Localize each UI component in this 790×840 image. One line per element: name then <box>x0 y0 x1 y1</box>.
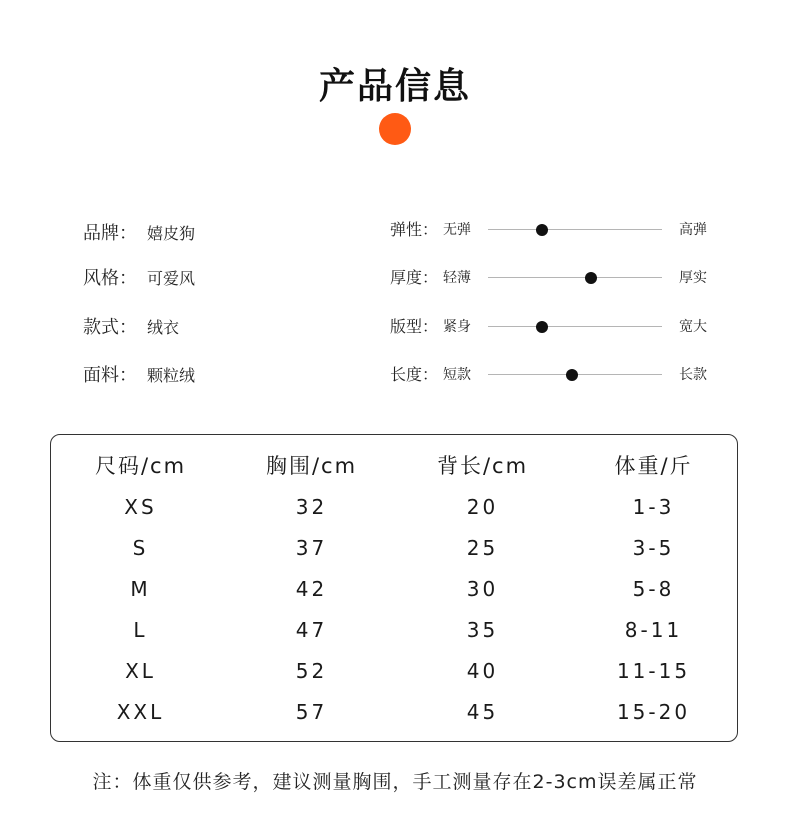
table-row <box>55 650 739 691</box>
accent-dot <box>379 113 411 145</box>
scale-high-label: 高弹 <box>679 222 707 238</box>
cell-size: XXL <box>116 699 165 724</box>
scale-high-label: 厚实 <box>679 270 707 286</box>
scale-low-label: 轻薄 <box>443 270 471 286</box>
cell-size: S <box>132 535 149 560</box>
page-title: 产品信息 <box>318 66 471 107</box>
scale-high-label: 长款 <box>679 367 707 383</box>
cell-size: XS <box>124 494 157 519</box>
table-row <box>55 568 739 609</box>
scale-knob <box>585 272 597 284</box>
cell-back-length: 40 <box>466 658 499 683</box>
cell-back-length: 35 <box>466 617 499 642</box>
scale-fit <box>390 315 720 339</box>
scale-track <box>488 326 662 327</box>
cell-chest: 47 <box>295 617 328 642</box>
attribute-style <box>83 265 195 289</box>
cell-weight: 5-8 <box>632 576 675 601</box>
attribute-type <box>83 314 179 338</box>
attribute-label: 风格： <box>83 268 137 289</box>
cell-size: L <box>133 617 148 642</box>
size-table <box>55 444 739 732</box>
cell-back-length: 20 <box>466 494 499 519</box>
table-row <box>55 527 739 568</box>
header-back-length: 背长/cm <box>436 454 529 478</box>
scale-label: 弹性： <box>390 220 439 239</box>
attribute-brand <box>83 220 195 244</box>
scale-knob <box>536 321 548 333</box>
cell-weight: 3-5 <box>632 535 675 560</box>
scale-knob <box>536 224 548 236</box>
cell-chest: 37 <box>295 535 328 560</box>
cell-weight: 15-20 <box>616 699 691 724</box>
attribute-value: 绒衣 <box>147 317 180 337</box>
scale-label: 厚度： <box>390 268 439 287</box>
scale-label: 长度： <box>390 365 439 384</box>
cell-size: XL <box>125 658 156 683</box>
cell-weight: 11-15 <box>616 658 691 683</box>
scale-thickness <box>390 266 720 290</box>
scale-low-label: 无弹 <box>443 222 471 238</box>
cell-chest: 52 <box>295 658 328 683</box>
attribute-label: 款式： <box>83 317 137 338</box>
table-row <box>55 609 739 650</box>
scale-track <box>488 277 662 278</box>
cell-back-length: 45 <box>466 699 499 724</box>
cell-weight: 8-11 <box>624 617 683 642</box>
cell-size: M <box>130 576 151 601</box>
scale-track <box>488 229 662 230</box>
scale-label: 版型： <box>390 317 439 336</box>
attribute-value: 颗粒绒 <box>147 365 196 385</box>
table-row <box>55 486 739 527</box>
cell-chest: 57 <box>295 699 328 724</box>
header-size: 尺码/cm <box>94 454 187 478</box>
header-chest: 胸围/cm <box>265 454 358 478</box>
cell-weight: 1-3 <box>632 494 675 519</box>
scale-high-label: 宽大 <box>679 319 707 335</box>
cell-back-length: 30 <box>466 576 499 601</box>
size-table-header-row <box>55 444 739 486</box>
cell-back-length: 25 <box>466 535 499 560</box>
attribute-value: 可爱风 <box>147 268 196 288</box>
attribute-fabric <box>83 362 195 386</box>
cell-chest: 42 <box>295 576 328 601</box>
scale-length <box>390 363 720 387</box>
scale-low-label: 短款 <box>443 367 471 383</box>
header-weight: 体重/斤 <box>614 454 693 478</box>
scale-elasticity <box>390 218 720 242</box>
scale-knob <box>566 369 578 381</box>
scale-low-label: 紧身 <box>443 319 471 335</box>
measurement-note: 注：体重仅供参考，建议测量胸围，手工测量存在2-3cm误差属正常 <box>92 771 698 793</box>
table-row <box>55 691 739 732</box>
cell-chest: 32 <box>295 494 328 519</box>
attribute-label: 品牌： <box>83 223 137 244</box>
attribute-label: 面料： <box>83 365 137 386</box>
attribute-value: 嬉皮狗 <box>147 223 196 243</box>
